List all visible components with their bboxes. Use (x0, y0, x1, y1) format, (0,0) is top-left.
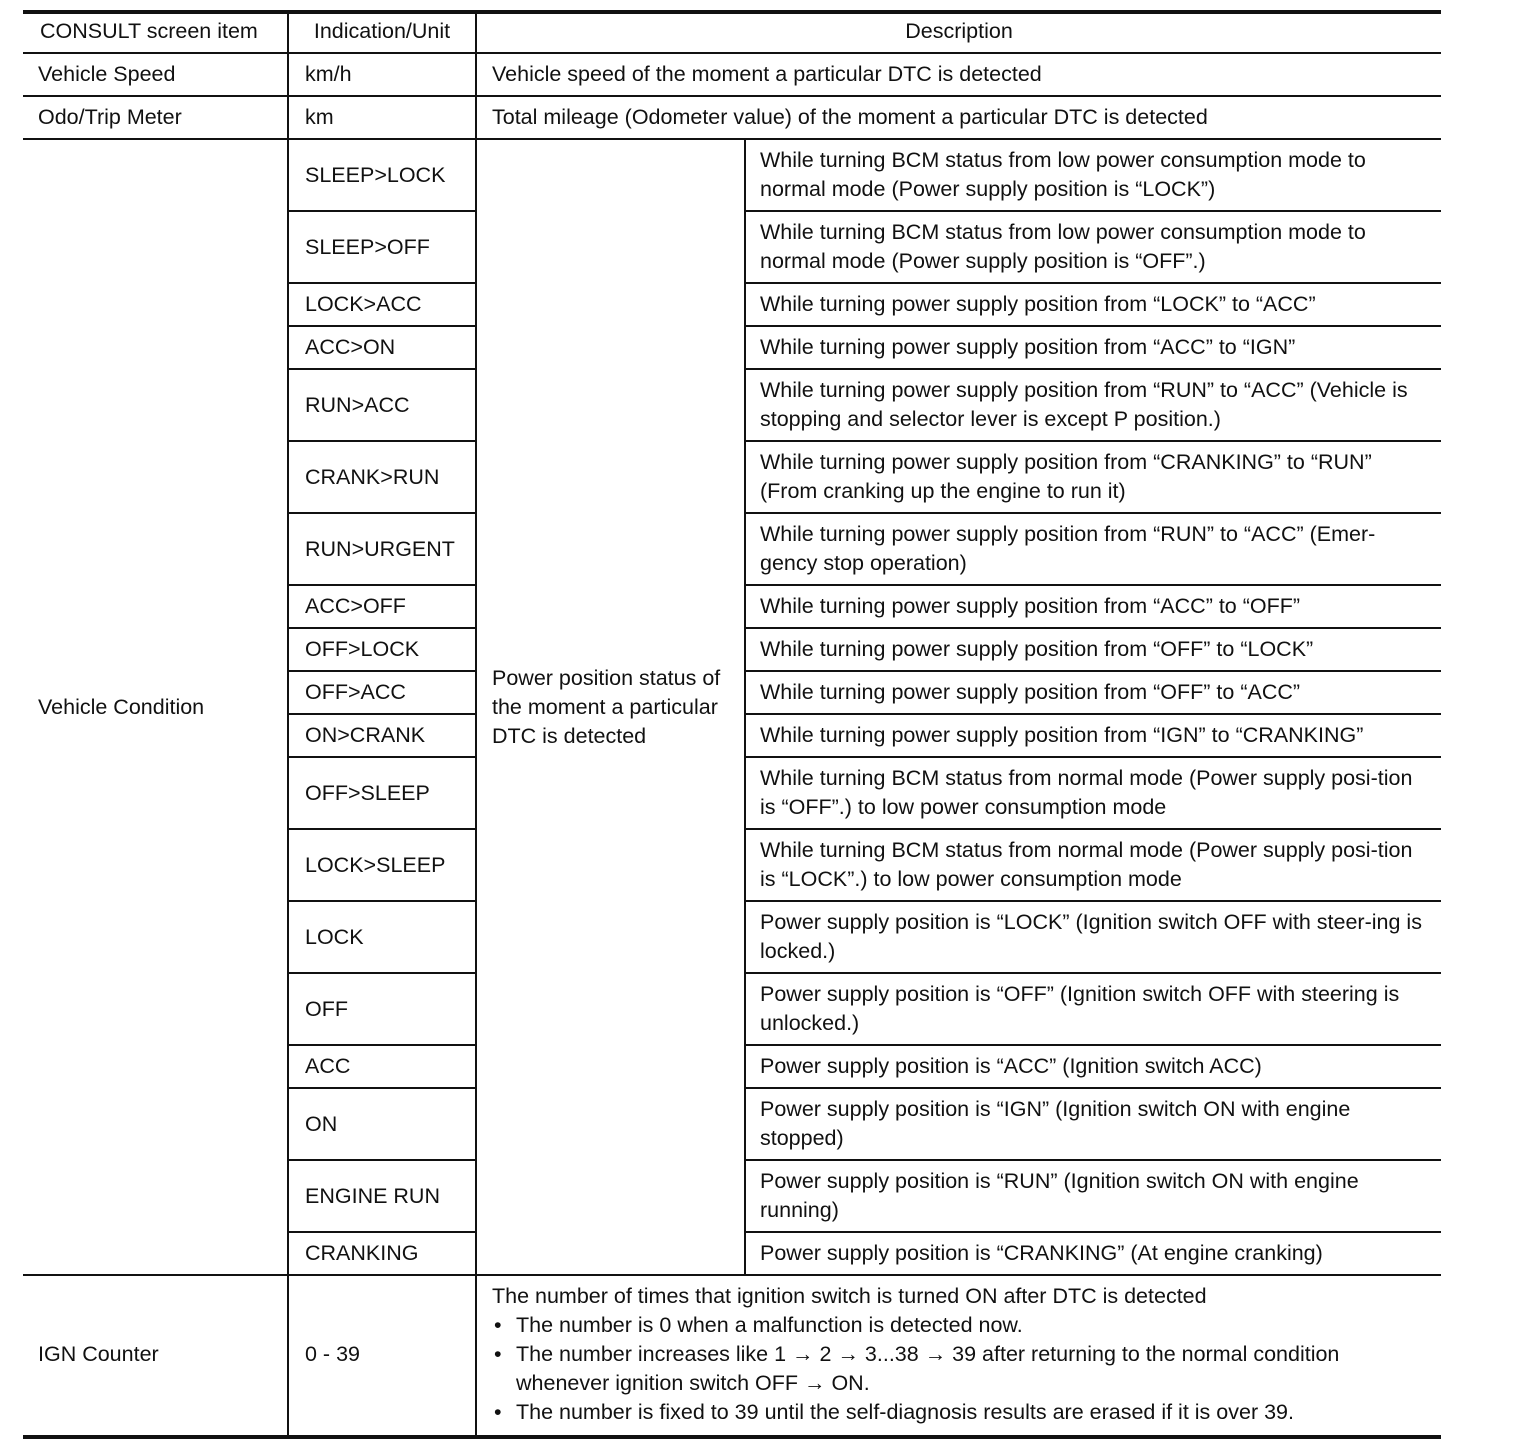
unit-cell: km (288, 96, 476, 139)
state-indication: CRANK>RUN (288, 441, 476, 513)
state-description: While turning power supply position from “RUN” to “ACC” (Vehicle is stopping and selector lever is except P position.) (745, 369, 1441, 441)
state-indication: LOCK>ACC (288, 283, 476, 326)
ign-counter-bullet-list (492, 1311, 1426, 1427)
state-description: While turning power supply position from “OFF” to “LOCK” (745, 628, 1441, 671)
state-indication: ACC>ON (288, 326, 476, 369)
table-header-row (23, 12, 1441, 53)
list-item: • The number is 0 when a malfunction is detected now. (492, 1311, 1426, 1340)
ign-counter-lead: The number of times that ignition switch is turned ON after DTC is detected (492, 1284, 1207, 1308)
list-item: • The number is fixed to 39 until the self-diagnosis results are erased if it is over 39. (492, 1398, 1426, 1427)
state-description: While turning BCM status from low power consumption mode to normal mode (Power supply position is “LOCK”) (745, 139, 1441, 211)
state-description: Power supply position is “OFF” (Ignition switch OFF with steering is unlocked.) (745, 973, 1441, 1045)
table-row-odo-trip (23, 96, 1441, 139)
unit-cell: 0 - 39 (288, 1275, 476, 1437)
state-description: While turning power supply position from “CRANKING” to “RUN” (From cranking up the engine to run it) (745, 441, 1441, 513)
state-description: While turning BCM status from low power consumption mode to normal mode (Power supply position is “OFF”.) (745, 211, 1441, 283)
state-indication: OFF>SLEEP (288, 757, 476, 829)
state-indication: RUN>ACC (288, 369, 476, 441)
state-description: Power supply position is “CRANKING” (At engine cranking) (745, 1232, 1441, 1275)
state-description: While turning power supply position from “ACC” to “OFF” (745, 585, 1441, 628)
item-cell: IGN Counter (23, 1275, 288, 1437)
state-description: While turning power supply position from “ACC” to “IGN” (745, 326, 1441, 369)
state-description: While turning power supply position from “LOCK” to “ACC” (745, 283, 1441, 326)
table-row-vehicle-speed (23, 53, 1441, 96)
item-cell: Vehicle Speed (23, 53, 288, 96)
state-indication: SLEEP>LOCK (288, 139, 476, 211)
ign-counter-description (476, 1275, 1441, 1437)
state-indication: RUN>URGENT (288, 513, 476, 585)
description-cell: Vehicle speed of the moment a particular DTC is detected (476, 53, 1441, 96)
state-indication: OFF (288, 973, 476, 1045)
state-description: Power supply position is “LOCK” (Ignition switch OFF with steer-ing is locked.) (745, 901, 1441, 973)
state-description: Power supply position is “ACC” (Ignition switch ACC) (745, 1045, 1441, 1088)
state-indication: LOCK>SLEEP (288, 829, 476, 901)
table-row-ign-counter (23, 1275, 1441, 1437)
list-item: • The number increases like 1 → 2 → 3...38 → 39 after returning to the normal condition whenever ignition switch OFF → ON. (492, 1340, 1426, 1398)
state-description: Power supply position is “RUN” (Ignition switch ON with engine running) (745, 1160, 1441, 1232)
dtc-freeze-frame-table (23, 10, 1441, 1439)
state-indication: ACC>OFF (288, 585, 476, 628)
state-indication: OFF>LOCK (288, 628, 476, 671)
state-description: While turning power supply position from “IGN” to “CRANKING” (745, 714, 1441, 757)
state-indication: SLEEP>OFF (288, 211, 476, 283)
state-indication: ON>CRANK (288, 714, 476, 757)
vehicle-condition-item-cell: Vehicle Condition (23, 139, 288, 1275)
state-indication: ACC (288, 1045, 476, 1088)
state-description: While turning BCM status from normal mode (Power supply posi-tion is “LOCK”.) to low power consumption mode (745, 829, 1441, 901)
state-indication: ENGINE RUN (288, 1160, 476, 1232)
description-cell: Total mileage (Odometer value) of the moment a particular DTC is detected (476, 96, 1441, 139)
state-description: Power supply position is “IGN” (Ignition switch ON with engine stopped) (745, 1088, 1441, 1160)
header-consult-item: CONSULT screen item (23, 12, 288, 53)
state-description: While turning BCM status from normal mode (Power supply posi-tion is “OFF”.) to low power consumption mode (745, 757, 1441, 829)
state-indication: LOCK (288, 901, 476, 973)
header-indication-unit: Indication/Unit (288, 12, 476, 53)
vehicle-condition-group-description: Power position status of the moment a particular DTC is detected (476, 139, 745, 1275)
header-description: Description (476, 12, 1441, 53)
unit-cell: km/h (288, 53, 476, 96)
item-cell: Odo/Trip Meter (23, 96, 288, 139)
state-description: While turning power supply position from “RUN” to “ACC” (Emer-gency stop operation) (745, 513, 1441, 585)
state-description: While turning power supply position from “OFF” to “ACC” (745, 671, 1441, 714)
state-indication: ON (288, 1088, 476, 1160)
state-indication: OFF>ACC (288, 671, 476, 714)
table-row-state (23, 139, 1441, 211)
state-indication: CRANKING (288, 1232, 476, 1275)
